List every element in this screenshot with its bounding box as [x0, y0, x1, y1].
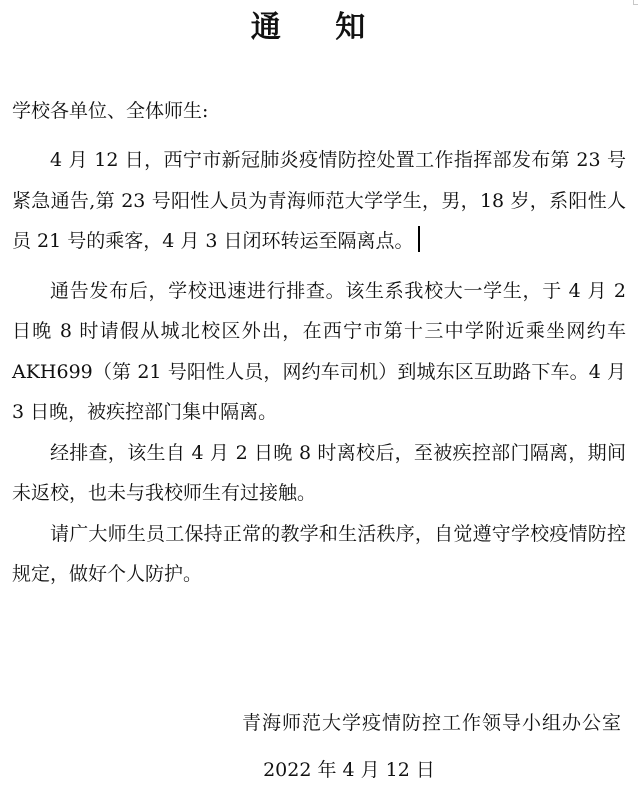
- page-corner-mark: [633, 0, 638, 5]
- notice-body[interactable]: [12, 140, 626, 595]
- paragraph: [12, 140, 626, 262]
- paragraph-text: 4 月 12 日，西宁市新冠肺炎疫情防控处置工作指挥部发布第 23 号紧急通告,第 23 号阳性人员为青海师范大学学生，男，18 岁，系阳性人员 21 号的乘客，4 月 3 日闭环转运至隔离点。: [12, 149, 626, 252]
- paragraph: 请广大师生员工保持正常的教学和生活秩序，自觉遵守学校疫情防控规定，做好个人防护。: [12, 522, 626, 585]
- signature: 青海师范大学疫情防控工作领导小组办公室: [241, 712, 622, 734]
- notice-title: 通 知: [250, 10, 388, 45]
- salutation: 学校各单位、全体师生:: [12, 100, 209, 122]
- paragraph: 通告发布后，学校迅速进行排查。该生系我校大一学生，于 4 月 2 日晚 8 时请假从城北校区外出，在西宁市第十三中学附近乘坐网约车 AKH699（第 21 号阳性人员，网约车司机）到城东区互助路下车。4 月 3 日晚，被疾控部门集中隔离。: [12, 279, 626, 423]
- signature-date: 2022 年 4 月 12 日: [263, 759, 435, 781]
- text-cursor: [418, 226, 420, 252]
- paragraph: 经排查，该生自 4 月 2 日晚 8 时离校后，至被疾控部门隔离，期间未返校，也未与我校师生有过接触。: [12, 441, 626, 504]
